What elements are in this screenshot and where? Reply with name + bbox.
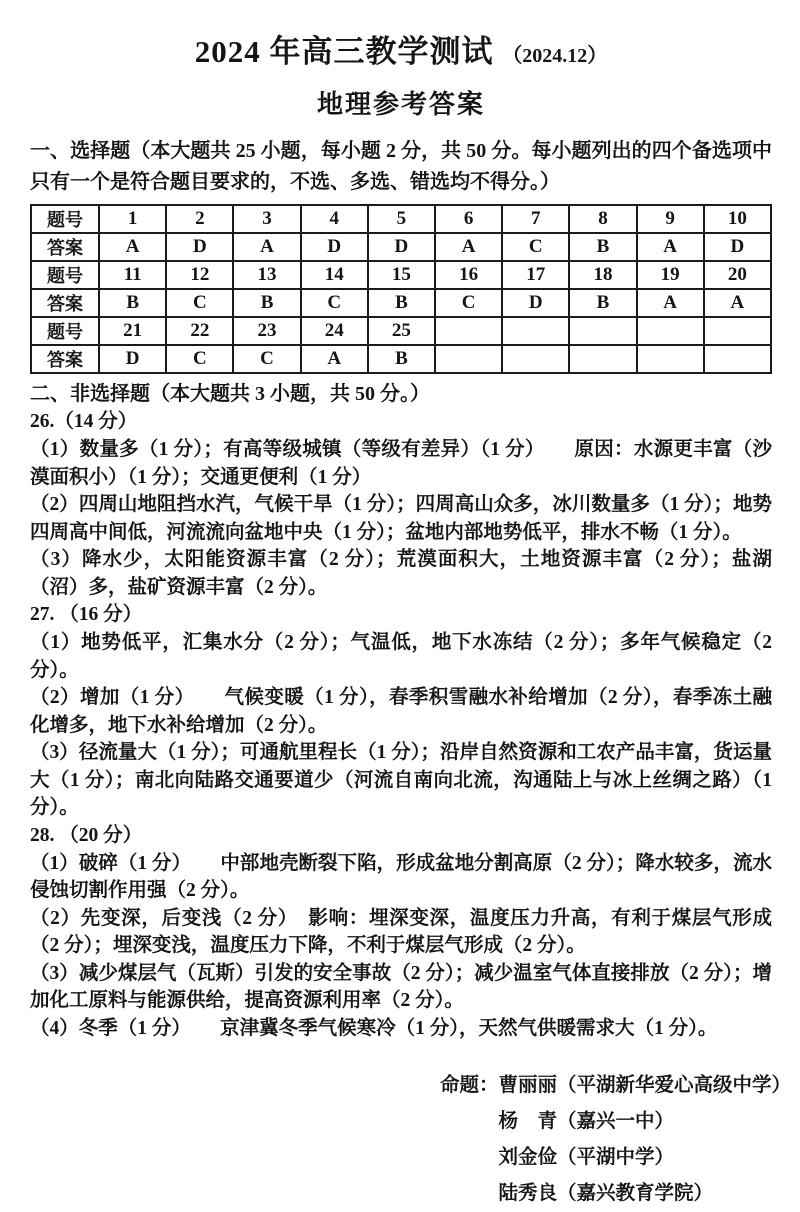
answer-table bbox=[30, 204, 772, 374]
answer-cell: D bbox=[301, 233, 368, 261]
question-number-cell: 18 bbox=[569, 261, 636, 289]
empty-cell bbox=[502, 317, 569, 345]
row-label-cell: 答案 bbox=[31, 289, 99, 317]
question-number-cell: 11 bbox=[99, 261, 166, 289]
credit-entry: 陆秀良（嘉兴教育学院） bbox=[498, 1183, 714, 1204]
table-row bbox=[31, 205, 771, 233]
empty-cell bbox=[704, 345, 771, 373]
question-number-cell: 6 bbox=[435, 205, 502, 233]
table-row bbox=[31, 317, 771, 345]
page-subtitle: 地理参考答案 bbox=[316, 90, 485, 119]
credits-entries bbox=[499, 1068, 792, 1212]
answer-cell: A bbox=[301, 345, 368, 373]
credits-label: 命题： bbox=[440, 1075, 499, 1096]
question-27-header: 27. （16 分） bbox=[30, 604, 143, 625]
question-number-cell: 13 bbox=[233, 261, 300, 289]
credit-entry: 刘金俭（平湖中学） bbox=[498, 1147, 675, 1168]
answer-cell: C bbox=[233, 345, 300, 373]
question-number-cell: 8 bbox=[569, 205, 636, 233]
answer-paragraph: （3）径流量大（1 分）；可通航里程长（1 分）；沿岸自然资源和工农产品丰富，货运量大（1 分）；南北向陆路交通要道少（河流自南向北流，沟通陆上与冰上丝绸之路）（1 分）。 bbox=[30, 742, 772, 818]
table-row bbox=[31, 345, 771, 373]
table-row bbox=[31, 289, 771, 317]
question-26-block bbox=[30, 408, 772, 601]
empty-cell bbox=[637, 345, 704, 373]
question-number-cell: 19 bbox=[637, 261, 704, 289]
row-label-cell: 答案 bbox=[31, 233, 99, 261]
answer-cell: B bbox=[569, 289, 636, 317]
empty-cell bbox=[435, 345, 502, 373]
row-label-cell: 题号 bbox=[31, 261, 99, 289]
row-label-cell: 答案 bbox=[31, 345, 99, 373]
question-number-cell: 14 bbox=[301, 261, 368, 289]
question-number-cell: 16 bbox=[435, 261, 502, 289]
empty-cell bbox=[637, 317, 704, 345]
section-choice-heading: 一、选择题（本大题共 25 小题，每小题 2 分，共 50 分。每小题列出的四个备选项中只有一个是符合题目要求的，不选、多选、错选均不得分。） bbox=[30, 140, 772, 193]
empty-cell bbox=[569, 317, 636, 345]
answer-cell: D bbox=[99, 345, 166, 373]
question-27-block bbox=[30, 601, 772, 822]
answer-cell: C bbox=[435, 289, 502, 317]
question-26-header: 26.（14 分） bbox=[30, 411, 138, 432]
question-number-cell: 4 bbox=[301, 205, 368, 233]
answer-paragraph: （4）冬季（1 分） 京津冀冬季气候寒冷（1 分），天然气供暖需求大（1 分）。 bbox=[30, 1017, 718, 1039]
answer-paragraph: （3）降水少，太阳能资源丰富（2 分）；荒漠面积大，土地资源丰富（2 分）；盐湖（沼）多，盐矿资源丰富（2 分）。 bbox=[30, 549, 772, 598]
answer-cell: D bbox=[368, 233, 435, 261]
answer-cell: C bbox=[166, 345, 233, 373]
answer-cell: A bbox=[99, 233, 166, 261]
question-28-block bbox=[30, 822, 772, 1043]
question-number-cell: 17 bbox=[502, 261, 569, 289]
page-title bbox=[30, 32, 772, 76]
question-number-cell: 25 bbox=[368, 317, 435, 345]
empty-cell bbox=[704, 317, 771, 345]
question-number-cell: 9 bbox=[637, 205, 704, 233]
answer-cell: B bbox=[368, 289, 435, 317]
question-number-cell: 12 bbox=[166, 261, 233, 289]
answer-paragraph: （2）先变深，后变浅（2 分） 影响：埋深变深，温度压力升高，有利于煤层气形成（2 分）；埋深变浅，温度压力下降，不利于煤层气形成（2 分）。 bbox=[30, 907, 772, 956]
section-nonchoice-heading: 二、非选择题（本大题共 3 小题，共 50 分。） bbox=[30, 383, 430, 405]
answer-paragraph: （2）四周山地阻挡水汽，气候干旱（1 分）；四周高山众多，冰川数量多（1 分）；地势四周高中间低，河流流向盆地中央（1 分）；盆地内部地势低平，排水不畅（1 分）。 bbox=[30, 494, 772, 543]
answer-paragraph: （1）破碎（1 分） 中部地壳断裂下陷，形成盆地分割高原（2 分）；降水较多，流水侵蚀切割作用强（2 分）。 bbox=[30, 852, 772, 901]
question-number-cell: 1 bbox=[99, 205, 166, 233]
question-number-cell: 3 bbox=[233, 205, 300, 233]
credits-block bbox=[440, 1068, 792, 1212]
empty-cell bbox=[502, 345, 569, 373]
question-28-header: 28. （20 分） bbox=[30, 824, 143, 846]
question-number-cell: 10 bbox=[704, 205, 771, 233]
answer-cell: D bbox=[502, 289, 569, 317]
page-title-date: （2024.12） bbox=[502, 45, 608, 67]
answer-cell: C bbox=[502, 233, 569, 261]
question-number-cell: 21 bbox=[99, 317, 166, 345]
answer-cell: D bbox=[166, 233, 233, 261]
question-number-cell: 5 bbox=[368, 205, 435, 233]
question-number-cell: 2 bbox=[166, 205, 233, 233]
empty-cell bbox=[435, 317, 502, 345]
answer-cell: A bbox=[637, 289, 704, 317]
credit-entry: 杨 青（嘉兴一中） bbox=[498, 1111, 675, 1132]
answer-cell: B bbox=[368, 345, 435, 373]
answer-cell: C bbox=[166, 289, 233, 317]
answer-paragraph: （1）数量多（1 分）；有高等级城镇（等级有差异）（1 分） 原因：水源更丰富（沙漠面积小）（1 分）；交通更便利（1 分） bbox=[30, 439, 772, 488]
credit-entry: 曹丽丽（平湖新华爱心高级中学） bbox=[498, 1075, 792, 1096]
answer-cell: C bbox=[301, 289, 368, 317]
empty-cell bbox=[569, 345, 636, 373]
answer-paragraph: （1）地势低平，汇集水分（2 分）；气温低，地下水冻结（2 分）；多年气候稳定（2 分）。 bbox=[30, 632, 772, 681]
question-number-cell: 20 bbox=[704, 261, 771, 289]
answer-cell: A bbox=[233, 233, 300, 261]
question-number-cell: 7 bbox=[502, 205, 569, 233]
question-number-cell: 24 bbox=[301, 317, 368, 345]
answer-cell: B bbox=[233, 289, 300, 317]
page-title-text: 2024 年高三教学测试 bbox=[194, 34, 494, 69]
answer-cell: B bbox=[569, 233, 636, 261]
answer-cell: B bbox=[99, 289, 166, 317]
row-label-cell: 题号 bbox=[31, 317, 99, 345]
table-row bbox=[31, 233, 771, 261]
question-number-cell: 15 bbox=[368, 261, 435, 289]
answer-cell: A bbox=[435, 233, 502, 261]
answer-cell: A bbox=[704, 289, 771, 317]
answer-paragraph: （3）减少煤层气（瓦斯）引发的安全事故（2 分）；减少温室气体直接排放（2 分）；增加化工原料与能源供给，提高资源利用率（2 分）。 bbox=[30, 962, 772, 1011]
question-number-cell: 23 bbox=[233, 317, 300, 345]
row-label-cell: 题号 bbox=[31, 205, 99, 233]
table-row bbox=[31, 261, 771, 289]
question-number-cell: 22 bbox=[166, 317, 233, 345]
answer-cell: A bbox=[637, 233, 704, 261]
answer-cell: D bbox=[704, 233, 771, 261]
answer-paragraph: （2）增加（1 分） 气候变暖（1 分），春季积雪融水补给增加（2 分），春季冻土融化增多，地下水补给增加（2 分）。 bbox=[30, 687, 772, 736]
